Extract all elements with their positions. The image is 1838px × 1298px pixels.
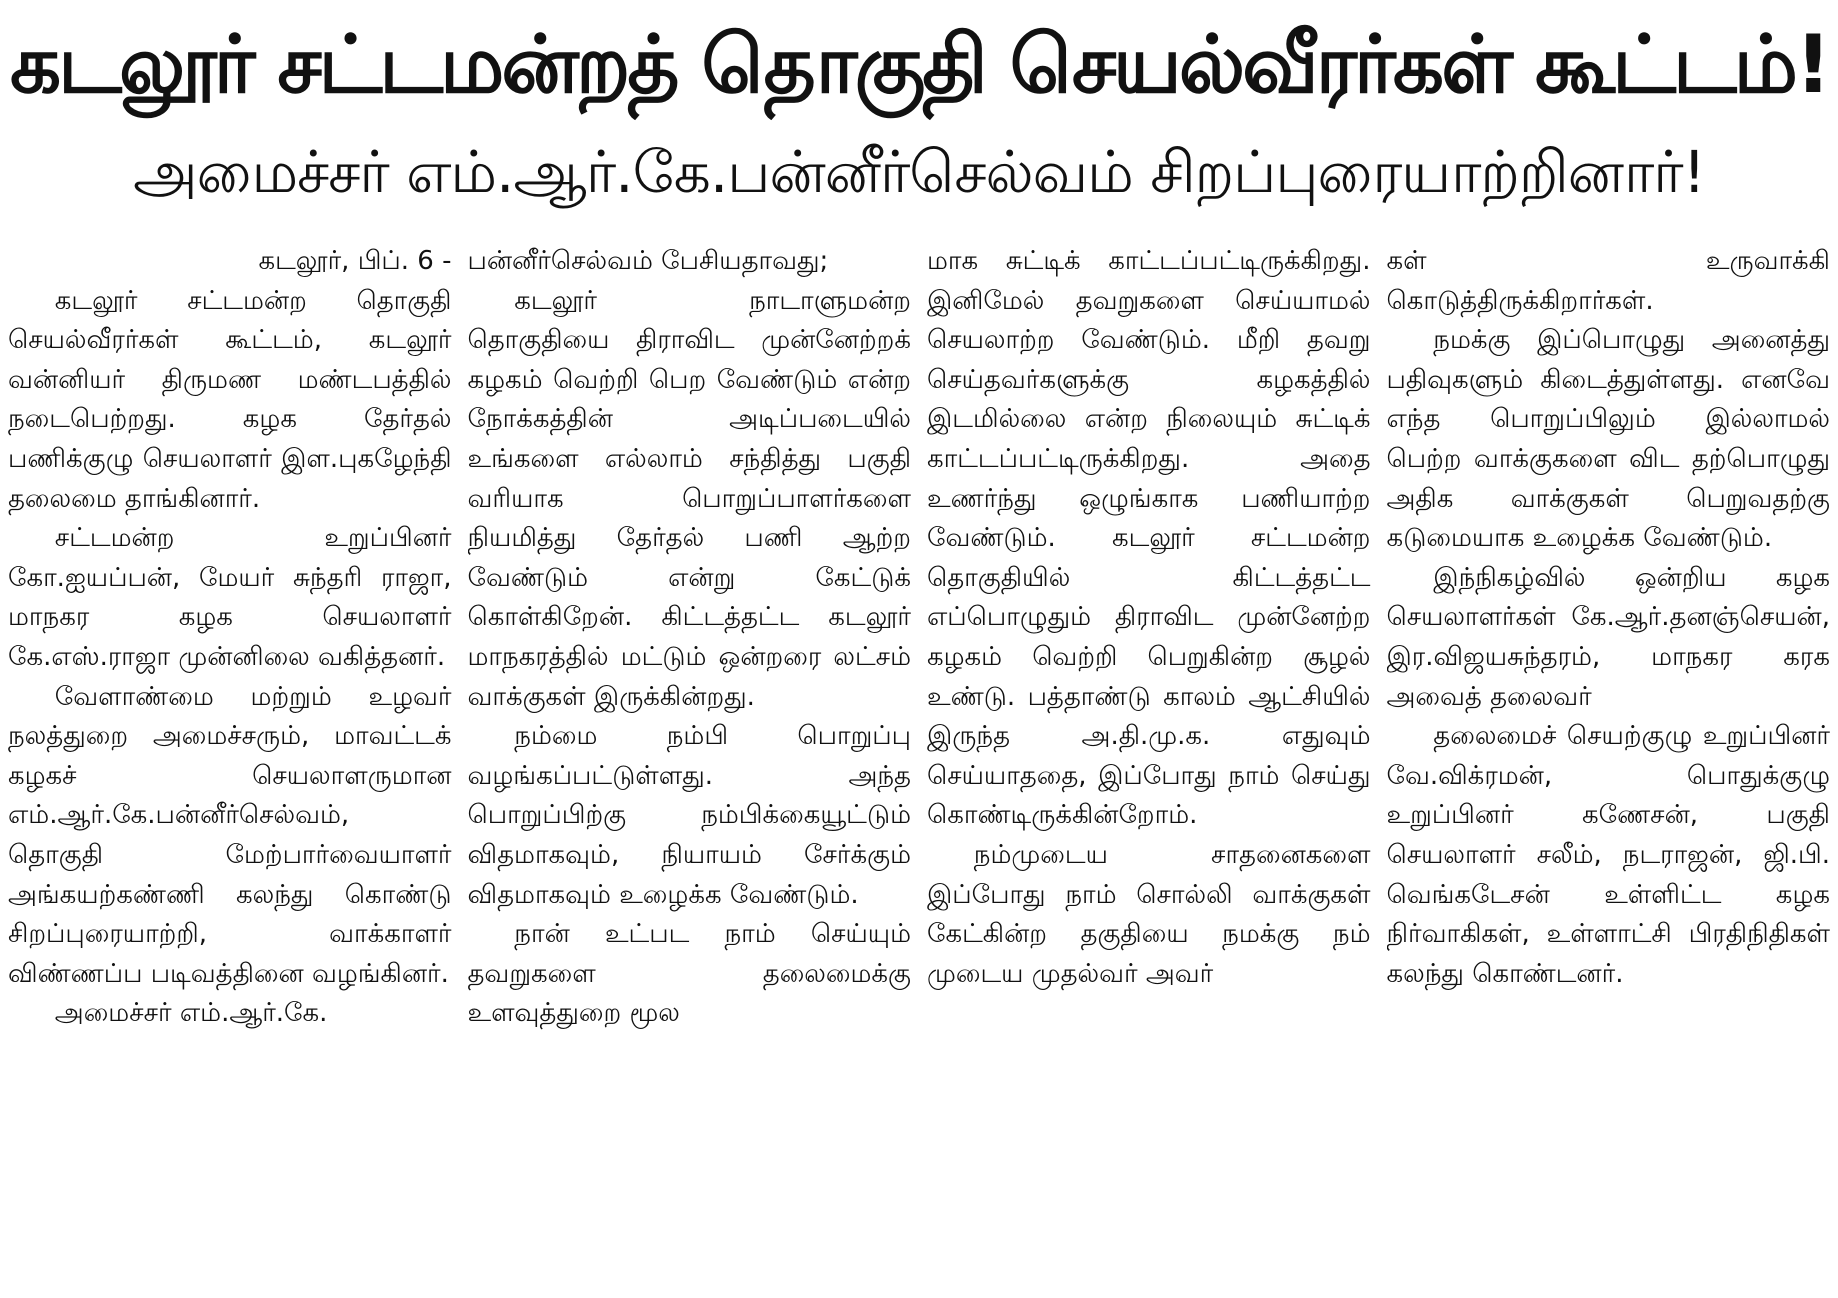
paragraph: கடலூர் சட்டமன்ற தொகுதி செயல்வீரர்கள் கூட்டம், கடலூர் வன்னியர் திருமண மண்டபத்தில் நடைபெற்றது. கழக தேர்தல் பணிக்குழு செயலாளர் இள.புகழேந்தி தலைமை தாங்கினார். [8,285,452,514]
paragraph: வேளாண்மை மற்றும் உழவர் நலத்துறை அமைச்சரும், மாவட்டக் கழகச் செயலாளருமான எம்.ஆர்.கே.பன்னீர்செல்வம், தொகுதி மேற்பார்வையாளர் அங்கயற்கண்ணி கலந்து கொண்டு சிறப்புரையாற்றி, வாக்காளர் விண்ணப்ப படிவத்தினை வழங்கினர். [8,681,452,989]
subheadline: அமைச்சர் எம்.ஆர்.கே.பன்னீர்செல்வம் சிறப்புரையாற்றினார்! [133,138,1705,206]
article-body [8,242,1830,1288]
paragraph: அமைச்சர் எம்.ஆர்.கே. [54,998,328,1029]
paragraph: தலைமைச் செயற்குழு உறுப்பினர் வே.விக்ரமன், பொதுக்குழு உறுப்பினர் கணேசன், பகுதி செயலாளர் சலீம், நடராஜன், ஜி.பி. வெங்கடேசன் உள்ளிட்ட கழக நிர்வாகிகள், உள்ளாட்சி பிரதிநிதிகள் கலந்து கொண்டனர். [1386,721,1830,989]
paragraph: நான் உட்பட நாம் செய்யும் தவறுகளை தலைமைக்கு உளவுத்துறை மூல [467,919,911,1029]
column-3 [927,242,1371,1288]
column-1 [8,242,452,1288]
paragraph: சட்டமன்ற உறுப்பினர் கோ.ஐயப்பன், மேயர் சுந்தரி ராஜா, மாநகர கழக செயலாளர் கே.எஸ்.ராஜா முன்னிலை வகித்தனர். [8,523,452,672]
paragraph-continued: மாக சுட்டிக் காட்டப்பட்டிருக்கிறது. இனிமேல் தவறுகளை செய்யாமல் செயலாற்ற வேண்டும். மீறி தவறு செய்தவர்களுக்கு கழகத்தில் இடமில்லை என்ற நிலையும் சுட்டிக் காட்டப்பட்டிருக்கிறது. அதை உணர்ந்து ஒழுங்காக பணியாற்ற வேண்டும். கடலூர் சட்டமன்ற தொகுதியில் கிட்டத்தட்ட எப்பொழுதும் திராவிட முன்னேற்ற கழகம் வெற்றி பெறுகின்ற சூழல் உண்டு. பத்தாண்டு காலம் ஆட்சியில் இருந்த அ.தி.மு.க. எதுவும் செய்யாததை, இப்போது நாம் செய்து கொண்டிருக்கின்றோம். [927,246,1371,831]
paragraph-continued: கள் உருவாக்கி கொடுத்திருக்கிறார்கள். [1386,246,1830,316]
paragraph: கடலூர் நாடாளுமன்ற தொகுதியை திராவிட முன்னேற்றக் கழகம் வெற்றி பெற வேண்டும் என்ற நோக்கத்தின் அடிப்படையில் உங்களை எல்லாம் சந்தித்து பகுதி வரியாக பொறுப்பாளர்களை நியமித்து தேர்தல் பணி ஆற்ற வேண்டும் என்று கேட்டுக் கொள்கிறேன். கிட்டத்தட்ட கடலூர் மாநகரத்தில் மட்டும் ஒன்றரை லட்சம் வாக்குகள் இருக்கின்றது. [467,285,911,712]
paragraph: நம்மை நம்பி பொறுப்பு வழங்கப்பட்டுள்ளது. அந்த பொறுப்பிற்கு நம்பிக்கையூட்டும் விதமாகவும், நியாயம் சேர்க்கும் விதமாகவும் உழைக்க வேண்டும். [467,721,911,910]
headline: கடலூர் சட்டமன்றத் தொகுதி செயல்வீரர்கள் கூட்டம்! [10,18,1828,111]
paragraph: இந்நிகழ்வில் ஒன்றிய கழக செயலாளர்கள் கே.ஆர்.தனஞ்செயன், இர.விஜயசுந்தரம், மாநகர கரக அவைத் தலைவர் [1386,562,1830,712]
column-2 [468,242,912,1288]
paragraph: நமக்கு இப்பொழுது அனைத்து பதிவுகளும் கிடைத்துள்ளது. எனவே எந்த பொறுப்பிலும் இல்லாமல் பெற்ற வாக்குகளை விட தற்பொழுது அதிக வாக்குகள் பெறுவதற்கு கடுமையாக உழைக்க வேண்டும். [1386,325,1830,554]
column-4 [1387,242,1831,1288]
paragraph: நம்முடைய சாதனைகளை இப்போது நாம் சொல்லி வாக்குகள் கேட்கின்ற தகுதியை நமக்கு நம் முடைய முதல்வர் அவர் [927,839,1371,989]
dateline: கடலூர், பிப். 6 - [258,246,452,276]
paragraph-continued: பன்னீர்செல்வம் பேசியதாவது; [467,246,829,276]
